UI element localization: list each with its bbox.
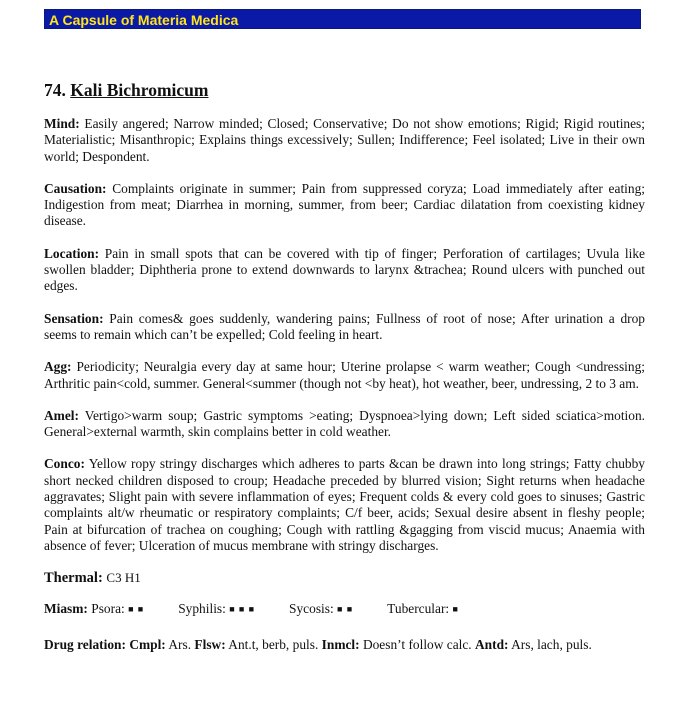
section-text: Pain in small spots that can be covered with tip of finger; Perforation of cartilages; Uvula like swollen bladder; Diphtheria prone to extend downwards to larynx &trachea; Round ulcers with punched out edges. <box>44 245 645 294</box>
miasm-syphilis <box>178 601 255 617</box>
drug-relation-line <box>44 637 645 653</box>
miasm-line <box>44 601 645 617</box>
thermal-value: C3 H1 <box>106 570 141 586</box>
remedy-heading <box>44 80 208 101</box>
section-label: Sensation: <box>44 310 104 326</box>
miasm-psora-marks: ■ ■ <box>128 604 145 615</box>
book-title-banner: A Capsule of Materia Medica <box>44 9 641 29</box>
section-label: Location: <box>44 245 100 261</box>
section-text: Vertigo>warm soup; Gastric symptoms >eating; Dyspnoea>lying down; Left sided sciatica>motion. General>external warmth, skin complains better in cold weather. <box>44 407 645 440</box>
miasm-label: Miasm: <box>44 601 88 617</box>
cmpl-value: Ars. <box>165 637 192 653</box>
section-location <box>44 246 645 295</box>
miasm-label-group <box>44 601 144 617</box>
inmcl-label: Inmcl: <box>321 637 360 653</box>
section-label: Agg: <box>44 359 72 375</box>
antd-value: Ars, lach, puls. <box>508 637 592 653</box>
section-text: Complaints originate in summer; Pain from suppressed coryza; Load immediately after eating; Indigestion from meat; Diarrhea in morning, summer, from beer; Cardiac dilatation from coexisting kidney disease. <box>44 180 645 229</box>
section-text: Pain comes& goes suddenly, wandering pains; Fullness of root of nose; After urination a drop seems to remain which can’t be expelled; Cold feeling in heart. <box>44 310 645 342</box>
section-text: Easily angered; Narrow minded; Closed; Conservative; Do not show emotions; Rigid; Rigid routines; Materialistic; Misanthropic; Explains things excessively; Sullen; Indifference; Feel isolated; Live in their own world; Despondent. <box>44 116 645 164</box>
flsw-value: Ant.t, berb, puls. <box>225 637 319 653</box>
section-label: Causation: <box>44 180 107 196</box>
section-label: Amel: <box>44 407 79 423</box>
section-agg <box>44 359 645 392</box>
miasm-tubercular <box>387 601 459 617</box>
flsw-label: Flsw: <box>194 637 226 653</box>
miasm-tubercular-marks: ■ <box>452 604 459 615</box>
thermal-label: Thermal: <box>44 570 103 587</box>
drug-relation-label: Drug relation: <box>44 637 126 653</box>
section-conco <box>44 456 645 554</box>
remedy-name: Kali Bichromicum <box>70 80 209 100</box>
section-amel <box>44 408 645 441</box>
miasm-sycosis <box>289 601 353 617</box>
section-causation <box>44 181 645 230</box>
section-mind <box>44 116 645 165</box>
miasm-sycosis-name: Sycosis: <box>289 601 334 617</box>
inmcl-value: Doesn’t follow calc. <box>359 637 472 653</box>
antd-label: Antd: <box>475 637 509 653</box>
remedy-number: 74. <box>44 80 66 100</box>
section-label: Mind: <box>44 116 80 131</box>
section-text: Yellow ropy stringy discharges which adheres to parts &can be drawn into long strings; Fatty chubby short necked children disposed to croup; Headache preceded by blurred vision; Sight returns when headache aggravates; Slight pain with severe inflammation of eyes; Frequent colds & every cold goes to sinuses; Gastric complaints alt/w rheumatic or respiratory complaints; C/f beer, acids; Sexual desire absent in fleshy people; Pain at bifurcation of trachea on coughing; Cough with rattling &gagging from viscid mucus; Anaemia with absence of fever; Ulceration of mucus membrane with stringy discharges. <box>44 456 645 553</box>
miasm-syphilis-name: Syphilis: <box>178 601 226 617</box>
section-text: Periodicity; Neuralgia every day at same hour; Uterine prolapse < warm weather; Cough <undressing; Arthritic pain<cold, summer. General<summer (though not <by heat), hot weather, beer, undressing, 2 to 3 am. <box>44 359 645 391</box>
thermal-line <box>44 570 645 587</box>
miasm-sycosis-marks: ■ ■ <box>337 604 354 615</box>
miasm-tubercular-name: Tubercular: <box>387 601 450 617</box>
miasm-psora-name: Psora: <box>91 601 125 617</box>
cmpl-label: Cmpl: <box>129 637 166 653</box>
section-sensation <box>44 311 645 344</box>
miasm-syphilis-marks: ■ ■ ■ <box>229 604 256 615</box>
remedy-content <box>44 116 645 667</box>
section-label: Conco: <box>44 456 85 472</box>
